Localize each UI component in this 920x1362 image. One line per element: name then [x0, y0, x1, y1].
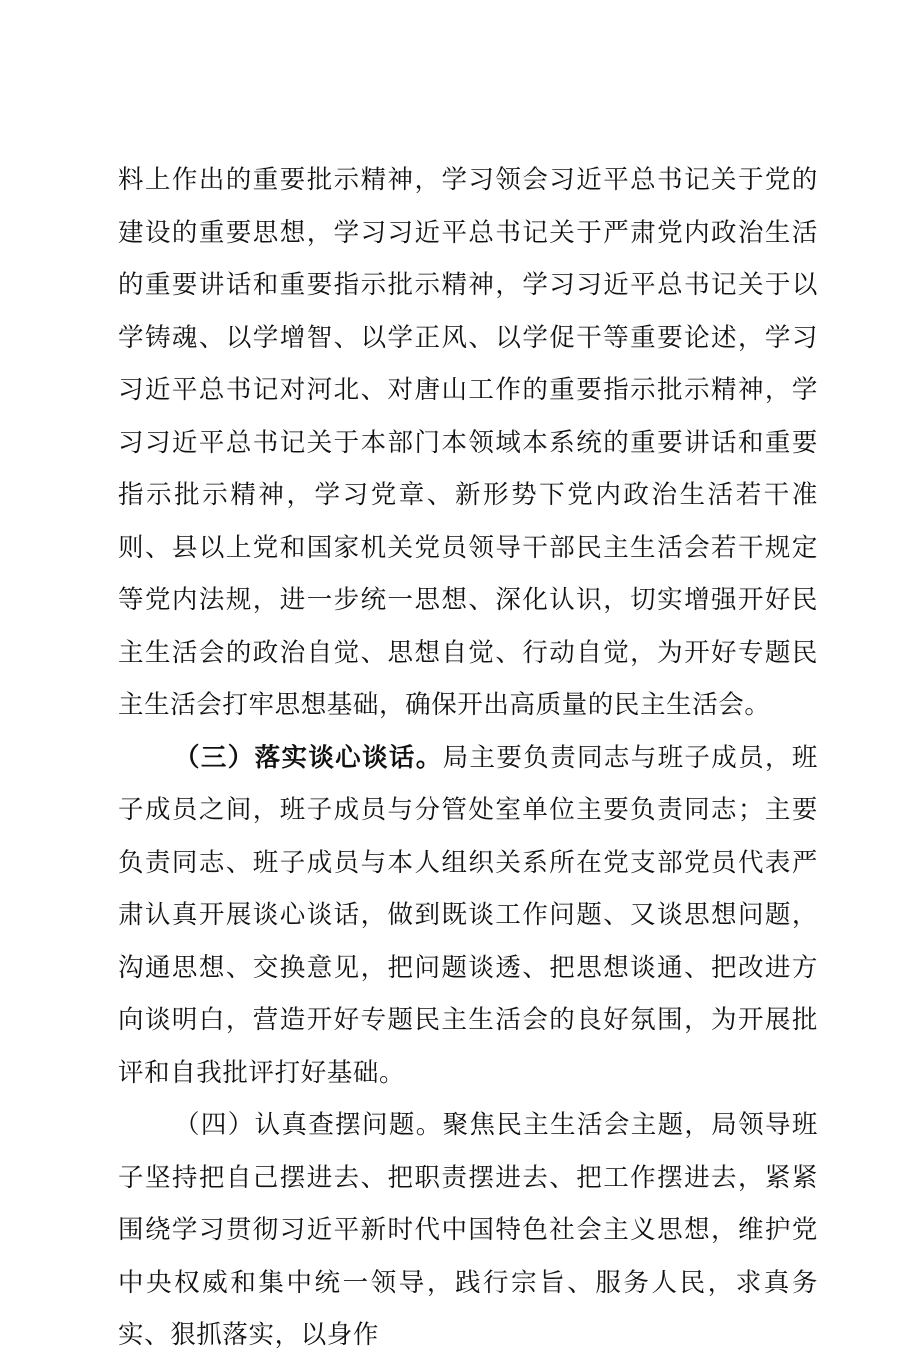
- paragraph-study-requirements: 料上作出的重要批示精神，学习领会习近平总书记关于党的建设的重要思想，学习习近平总书记关于严肃党内政治生活的重要讲话和重要指示批示精神，学习习近平总书记关于以学铸魂、以学增智、以学正风、以学促干等重要论述，学习习近平总书记对河北、对唐山工作的重要指示批示精神，学习习近平总书记关于本部门本领域本系统的重要讲话和重要指示批示精神，学习党章、新形势下党内政治生活若干准则、县以上党和国家机关党员领导干部民主生活会若干规定等党内法规，进一步统一思想、深化认识，切实增强开好民主生活会的政治自觉、思想自觉、行动自觉，为开好专题民主生活会打牢思想基础，确保开出高质量的民主生活会。: [118, 165, 818, 720]
- section-body: 局主要负责同志与班子成员，班子成员之间，班子成员与分管处室单位主要负责同志；主要负责同志、班子成员与本人组织关系所在党支部党员代表严肃认真开展谈心谈话，做到既谈工作问题、又谈思想问题，沟通思想、交换意见，把问题谈透、把思想谈通、把改进方向谈明白，营造开好专题民主生活会的良好氛围，为开展批评和自我批评打好基础。: [118, 742, 818, 1088]
- section-identify-problems: [118, 1099, 818, 1362]
- section-heart-to-heart-talks: [118, 732, 818, 1100]
- section-body: 聚焦民主生活会主题，局领导班子坚持把自己摆进去、把职责摆进去、把工作摆进去，紧紧围绕学习贯彻习近平新时代中国特色社会主义思想，维护党中央权威和集中统一领导，践行宗旨、服务人民，求真务实、狠抓落实，以身作: [118, 1110, 818, 1350]
- section-heading: （三）落实谈心谈话。: [174, 742, 443, 773]
- section-heading: （四）认真查摆问题。: [174, 1110, 443, 1140]
- document-body: [118, 154, 818, 1362]
